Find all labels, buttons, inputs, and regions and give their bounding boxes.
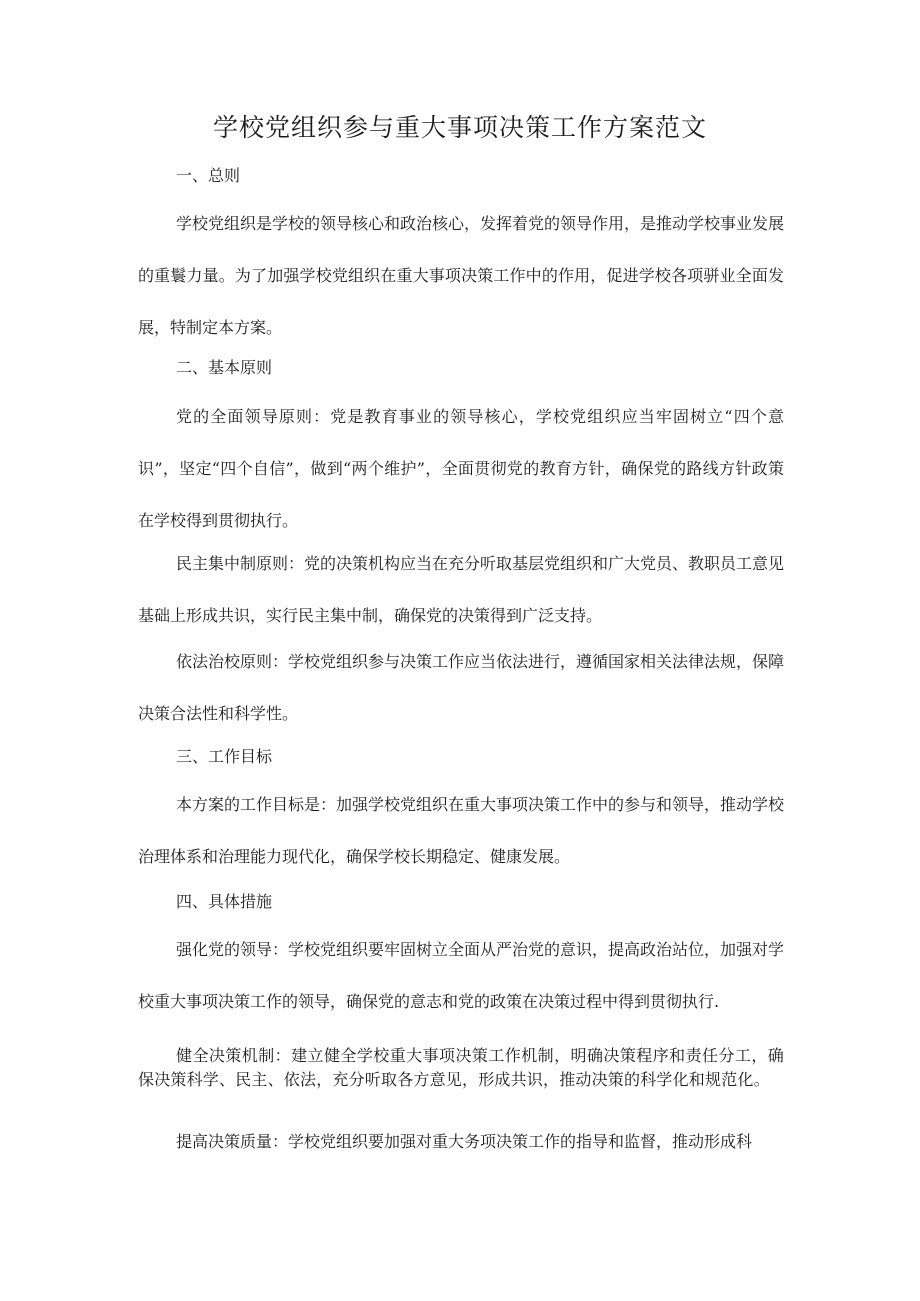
section-heading-measures: 四、具体措施 bbox=[176, 892, 273, 911]
paragraph-democratic-centralism: 民主集中制原则：党的决策机构应当在充分听取基层党组织和广大党员、教职员工意见基础上形成共识，实行民主集中制，确保党的决策得到广泛支持。 bbox=[138, 554, 785, 625]
paragraph-rule-of-law: 依法治校原则：学校党组织参与决策工作应当依法进行，遵循国家相关法律法规，保障决策合法性和科学性。 bbox=[138, 652, 785, 723]
paragraph-goals: 本方案的工作目标是：加强学校党组织在重大事项决策工作中的参与和领导，推动学校治理体系和治理能力现代化，确保学校长期稳定、健康发展。 bbox=[138, 795, 785, 866]
section-heading-general: 一、总则 bbox=[176, 166, 241, 185]
document-title: 学校党组织参与重大事项决策工作方案范文 bbox=[212, 113, 707, 142]
paragraph-decision-mechanism: 健全决策机制：建立健全学校重大事项决策工作机制，明确决策程序和责任分工，确保决策科学、民主、依法，充分听取各方意见，形成共识，推动决策的科学化和规范化。 bbox=[138, 1046, 784, 1089]
paragraph-general: 学校党组织是学校的领导核心和政治核心，发挥着党的领导作用，是推动学校事业发展的重鬟力量。为了加强学校党组织在重大事项决策工作中的作用，促进学校各项骈业全面发展，特制定本方案。 bbox=[138, 214, 785, 337]
paragraph-strengthen-leadership: 强化党的领导：学校党组织要牢固树立全面从严治党的意识，提高政治站位，加强对学校重大事项决策工作的领导，确保党的意志和党的政策在决策过程中得到贯彻执行. bbox=[138, 940, 785, 1011]
paragraph-party-leadership: 党的全面领导原则：党是教育事业的领导核心，学校党组织应当牢固树立“四个意识”，坚定“四个自信”，做到“两个维护”，全面贯彻党的教育方针，确保党的路线方针政策在学校得到贯彻执行。 bbox=[138, 407, 784, 530]
section-heading-principles: 二、基本原则 bbox=[176, 358, 273, 377]
paragraph-decision-quality: 提高决策质量：学校党组织要加强对重大务项决策工作的指导和监督，推动形成科 bbox=[176, 1132, 753, 1151]
section-heading-goals: 三、工作目标 bbox=[176, 747, 273, 766]
